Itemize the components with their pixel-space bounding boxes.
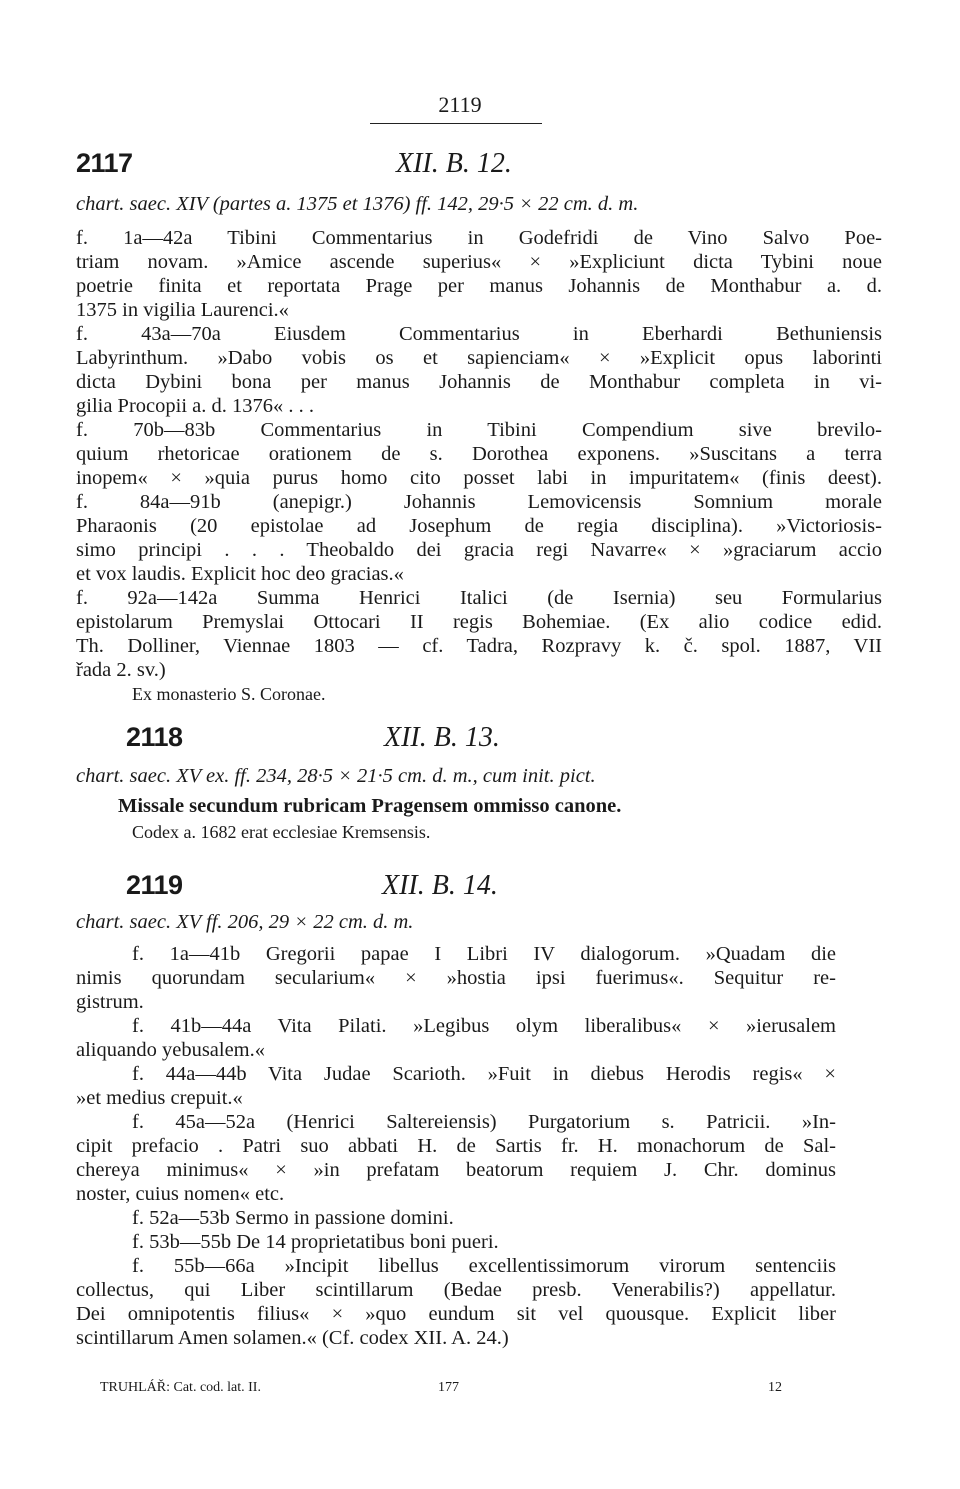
entry-shelfmark: XII. B. 12. <box>396 148 512 179</box>
entry-description: chart. saec. XV ff. 206, 29 × 22 cm. d. m. <box>76 911 414 933</box>
text-line: gilia Procopii a. d. 1376« . . . <box>76 395 315 417</box>
text-line: inopem« × »quia purus homo cito posset labi in impuritatem« (finis deest). <box>76 467 882 489</box>
text-line: f. 1a—41b Gregorii papae I Libri IV dialogorum. »Quadam die <box>132 943 836 965</box>
text-line: f. 43a—70a Eiusdem Commentarius in Eberhardi Bethuniensis <box>76 323 882 345</box>
text-line: Missale secundum rubricam Pragensem ommisso canone. <box>118 795 622 817</box>
entry-shelfmark: XII. B. 14. <box>382 870 498 901</box>
provenance-note: Codex a. 1682 erat ecclesiae Kremsensis. <box>132 822 431 842</box>
text-line: f. 45a—52a (Henrici Saltereiensis) Purgatorium s. Patricii. »In- <box>132 1111 836 1133</box>
text-line: »et medius crepuit.« <box>76 1087 243 1109</box>
text-line: scintillarum Amen solamen.« (Cf. codex XII. A. 24.) <box>76 1327 509 1349</box>
entry-description: chart. saec. XIV (partes a. 1375 et 1376) ff. 142, 29·5 × 22 cm. d. m. <box>76 193 639 215</box>
entry-description: chart. saec. XV ex. ff. 234, 28·5 × 21·5 cm. d. m., cum init. pict. <box>76 765 596 787</box>
entry-2119-header <box>126 870 886 910</box>
text-line: 1375 in vigilia Laurenci.« <box>76 299 289 321</box>
entry-number: 2117 <box>76 148 133 178</box>
entry-2117-header <box>76 148 876 188</box>
text-line: f. 53b—55b De 14 proprietatibus boni pueri. <box>132 1231 499 1253</box>
text-line: Dei omnipotentis filius« × »quo eundum sit vel quousque. Explicit liber <box>76 1303 836 1325</box>
text-line: et vox laudis. Explicit hoc deo gracias.« <box>76 563 404 585</box>
text-line: noster, cuius nomen« etc. <box>76 1183 285 1205</box>
footer-page-number: 177 <box>438 1380 459 1395</box>
text-line: Pharaonis (20 epistolae ad Josephum de regia disciplina). »Victoriosis- <box>76 515 882 537</box>
text-line: f. 84a—91b (anepigr.) Johannis Lemovicensis Somnium morale <box>76 491 882 513</box>
text-line: gistrum. <box>76 991 144 1013</box>
entry-number: 2118 <box>126 722 183 752</box>
text-line: dicta Dybini bona per manus Johannis de Monthabur completa in vi- <box>76 371 882 393</box>
running-head: 2119 <box>438 92 482 117</box>
text-line: collectus, qui Liber scintillarum (Bedae presb. Venerabilis?) appellatur. <box>76 1279 836 1301</box>
text-line: nimis quorundam secularium« × »hostia ipsi fuerimus«. Sequitur re- <box>76 967 836 989</box>
text-line: Labyrinthum. »Dabo vobis os et sapienciam« × »Explicit opus laborinti <box>76 347 882 369</box>
text-line: epistolarum Premyslai Ottocari II regis Bohemiae. (Ex alio codice edid. <box>76 611 882 633</box>
text-line: f. 55b—66a »Incipit libellus excellentissimorum virorum sentenciis <box>132 1255 836 1277</box>
running-head-rule <box>370 123 542 124</box>
provenance-note: Ex monasterio S. Coronae. <box>132 684 326 704</box>
text-line: f. 70b—83b Commentarius in Tibini Compendium sive brevilo- <box>76 419 882 441</box>
text-line: řada 2. sv.) <box>76 659 166 681</box>
text-line: cipit prefacio . Patri suo abbati H. de Sartis fr. H. monachorum de Sal- <box>76 1135 836 1157</box>
text-line: f. 52a—53b Sermo in passione domini. <box>132 1207 454 1229</box>
entry-number: 2119 <box>126 870 183 900</box>
footer-catalog-title: TRUHLÁŘ: Cat. cod. lat. II. <box>100 1380 261 1395</box>
text-line: quium rhetoricae orationem de s. Dorothea exponens. »Suscitans a terra <box>76 443 882 465</box>
text-line: f. 44a—44b Vita Judae Scarioth. »Fuit in diebus Herodis regis« × <box>132 1063 836 1085</box>
text-line: chereya minimus« × »in prefatam beatorum requiem J. Chr. dominus <box>76 1159 836 1181</box>
text-line: f. 41b—44a Vita Pilati. »Legibus olym liberalibus« × »ierusalem <box>132 1015 836 1037</box>
text-line: aliquando yebusalem.« <box>76 1039 266 1061</box>
footer-signature-mark: 12 <box>768 1380 782 1395</box>
text-line: f. 92a—142a Summa Henrici Italici (de Isernia) seu Formularius <box>76 587 882 609</box>
text-line: f. 1a—42a Tibini Commentarius in Godefridi de Vino Salvo Poe- <box>76 227 882 249</box>
text-line: simo principi . . . Theobaldo dei gracia regi Navarre« × »graciarum accio <box>76 539 882 561</box>
entry-shelfmark: XII. B. 13. <box>384 722 500 753</box>
text-line: poetrie finita et reportata Prage per manus Johannis de Monthabur a. d. <box>76 275 882 297</box>
text-line: triam novam. »Amice ascende superius« × »Expliciunt dicta Tybini noue <box>76 251 882 273</box>
text-line: Th. Dolliner, Viennae 1803 — cf. Tadra, Rozpravy k. č. spol. 1887, VII <box>76 635 882 657</box>
entry-2118-header <box>126 722 886 762</box>
